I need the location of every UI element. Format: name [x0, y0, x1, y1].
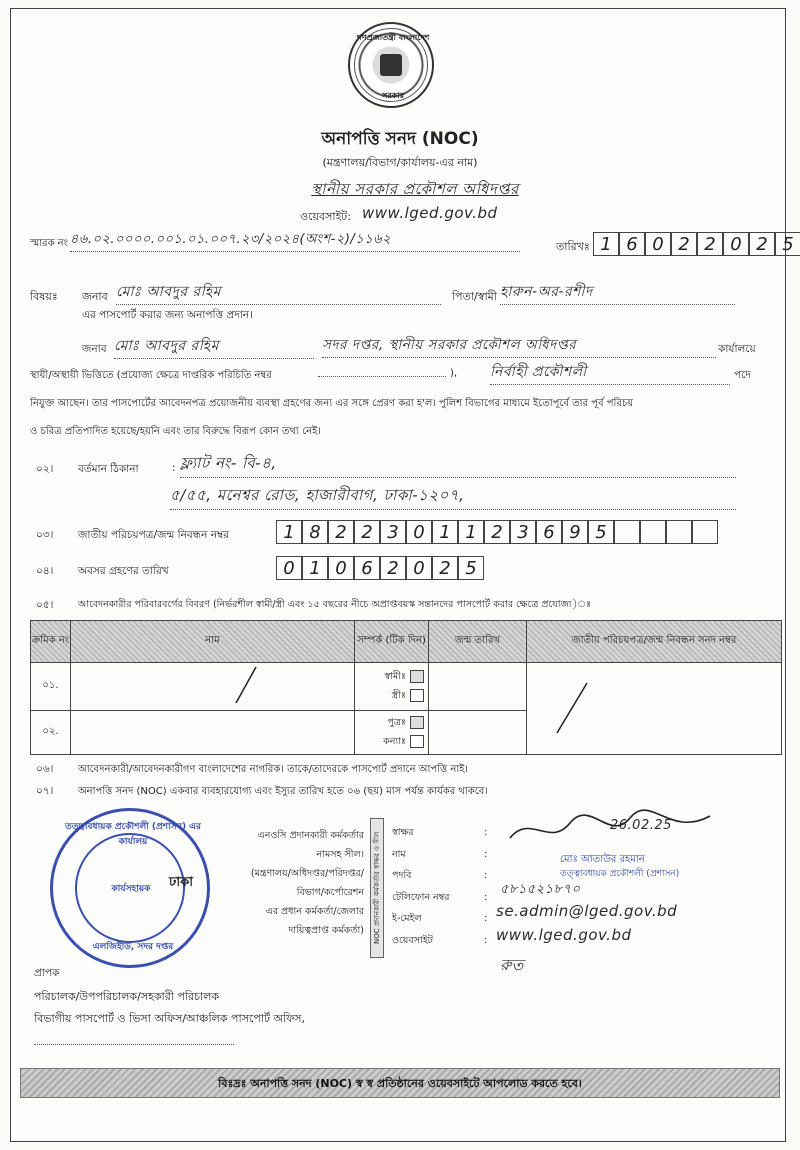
nid-digit: 5 [588, 520, 614, 544]
stamp-inner-text: কার্যসহায়ক [111, 884, 151, 894]
retire-digit: 2 [432, 556, 458, 580]
row-name-cell [71, 711, 355, 755]
nid-digit: 6 [536, 520, 562, 544]
memo-number: ৪৬.০২.০০০০.০০১.০১.০০৭.২৩/২০২৪(অংশ-২)/১১৬২ [70, 230, 520, 252]
memo-label: স্মারক নং [30, 238, 68, 249]
pade-label: পদে [734, 369, 751, 381]
col-dob: জন্ম তারিখ [429, 621, 527, 663]
row-nid-cell [527, 663, 782, 755]
body-name: মোঃ আবদুর রহিম [114, 334, 314, 359]
nid-label: জাতীয় পরিচয়পত্র/জন্ম নিবন্ধন নম্বর [78, 529, 229, 541]
seal-bottom-text: সরকার [381, 91, 404, 100]
item-07-number: ০৭। [36, 785, 54, 797]
karyalaye-label: কার্যালয়ে [718, 343, 756, 355]
recipient-line-1: পরিচালক/উপপরিচালক/সহকারী পরিচালক [34, 990, 220, 1003]
nid-digit: 1 [276, 520, 302, 544]
family-table-header [31, 621, 782, 663]
recipient-blank [34, 1044, 234, 1045]
colon: : [484, 848, 488, 860]
mr-label: জনাব [82, 290, 108, 303]
strike-mark [71, 663, 354, 707]
initial-mark: রুত [500, 956, 524, 974]
stamp-middle-text: ঢাকা [169, 875, 193, 890]
body-line2-a: স্থায়ী/অস্থায়ী ভিত্তিতে (প্রযোজ্য ক্ষেত্রে দাপ্তরিক পরিচিতি নম্বর [30, 370, 272, 381]
col-name: নাম [71, 621, 355, 663]
retire-digit: 0 [328, 556, 354, 580]
applicant-name: মোঃ আবদুর রহিম [116, 280, 441, 305]
authority-line: দায়িত্বপ্রাপ্ত কর্মকর্তা) [288, 925, 364, 936]
nid-digit: 3 [510, 520, 536, 544]
row-dob-cell [429, 711, 527, 755]
authority-block [222, 826, 364, 940]
phone-value: ৫৮১৫২১৮৭০ [500, 882, 581, 897]
item-03-number: ০৩। [36, 529, 54, 541]
nid-digit: 2 [484, 520, 510, 544]
date-digit: 2 [749, 232, 775, 256]
footer-note: বিঃদ্রঃ অনাপত্তি সনদ (NOC) স্ব স্ব প্রতিষ্ঠানের ওয়েবসাইটে আপলোড করতে হবে। [20, 1068, 780, 1098]
row-relation-cell [355, 663, 429, 711]
retire-digit: 1 [302, 556, 328, 580]
nid-digit: 1 [458, 520, 484, 544]
row-serial: ০২. [31, 711, 71, 755]
office-id-blank [318, 376, 446, 377]
relation-checkbox[interactable] [410, 670, 424, 683]
authority-line: এনওসি প্রদানকারী কর্মকর্তার [257, 830, 364, 841]
email-label: ই-মেইল [392, 913, 422, 924]
subject-line2: এর পাসপোর্ট করার জন্য অনাপত্তি প্রদান। [82, 309, 253, 321]
stamp-officer-name: মোঃ আতাউর রহমান [560, 854, 645, 865]
seal-top-text: গণপ্রজাতন্ত্রী বাংলাদেশ [356, 33, 430, 42]
date-digit: 6 [619, 232, 645, 256]
family-table [30, 620, 782, 755]
stamp-officer-designation: তত্ত্বাবধায়ক প্রকৌশলী (প্রশাসন) [560, 869, 680, 879]
date-digit: 2 [671, 232, 697, 256]
table-row [31, 663, 782, 711]
designation-label: পদবি [392, 870, 412, 881]
address-line-1: ফ্ল্যাট নং- বি-৪, [180, 452, 736, 478]
relation-husband-label: স্বামীঃ [384, 670, 406, 682]
phone-label: টেলিফোন নম্বর [392, 891, 450, 903]
row-relation-cell [355, 711, 429, 755]
address-label: বর্তমান ঠিকানা [78, 463, 139, 475]
recipient-line-2: বিভাগীয় পাসপোর্ট ও ভিসা অফিস/আঞ্চলিক পাসপোর্ট অফিস, [34, 1012, 305, 1025]
name-label: নাম [392, 848, 406, 860]
email-value: se.admin@lged.gov.bd [496, 902, 678, 920]
seal-emblem-icon [380, 54, 402, 76]
date-digit: 0 [645, 232, 671, 256]
retire-boxes [276, 556, 484, 580]
nid-digit: 2 [354, 520, 380, 544]
relation-wife-label: স্ত্রীঃ [391, 689, 406, 701]
retire-digit: 2 [380, 556, 406, 580]
date-label: তারিখঃ [556, 240, 590, 253]
nid-digit [614, 520, 640, 544]
col-relation: সম্পর্ক (টিক দিন) [355, 621, 429, 663]
date-digit: 1 [593, 232, 619, 256]
sig-label: স্বাক্ষর [392, 827, 414, 838]
nid-digit: 2 [328, 520, 354, 544]
noc-side-label: NOC প্রদানকারী কর্মকর্তার স্বাক্ষর ও সীল [370, 818, 384, 958]
colon: : [484, 827, 488, 838]
relation-checkbox[interactable] [410, 716, 424, 729]
web-value: www.lged.gov.bd [496, 926, 632, 944]
signature-colons [484, 822, 487, 951]
relation-son-label: পুত্রঃ [387, 716, 406, 728]
subject-label: বিষয়ঃ [30, 290, 58, 303]
nid-digit: 9 [562, 520, 588, 544]
nid-digit: 3 [380, 520, 406, 544]
office-name: স্থানীয় সরকার প্রকৌশল অধিদপ্তর [311, 180, 519, 198]
retire-digit: 6 [354, 556, 380, 580]
office-stamp [50, 808, 210, 968]
authority-line: বিভাগ/কর্পোরেশন [296, 887, 364, 898]
col-nid: জাতীয় পরিচয়পত্র/জন্ম নিবন্ধন সনদ নম্বর [527, 621, 782, 663]
nid-digit: 0 [406, 520, 432, 544]
website-label: ওয়েবসাইট: [300, 210, 351, 223]
designation: নির্বাহী প্রকৌশলী [490, 360, 730, 385]
date-digit: 0 [723, 232, 749, 256]
strike-mark [527, 663, 781, 751]
item-06-number: ০৬। [36, 763, 54, 775]
signed-date: 26.02.25 [610, 818, 672, 833]
relation-checkbox[interactable] [410, 735, 424, 748]
address-colon: : [172, 462, 176, 474]
father-label: পিতা/স্বামী [452, 290, 497, 303]
row-serial: ০১. [31, 663, 71, 711]
page-subtitle: (মন্ত্রণালয়/বিভাগ/কার্যালয়-এর নাম) [322, 156, 478, 169]
stamp-top-text: তত্ত্বাবধায়ক প্রকৌশলী (প্রশাসন) এর কার্যালয় [65, 822, 201, 847]
stamp-bottom-text: এলজিইডি, সদর দপ্তর [92, 942, 174, 952]
colon: : [484, 913, 488, 924]
page-title: অনাপত্তি সনদ (NOC) [321, 129, 479, 149]
nid-digit: 1 [432, 520, 458, 544]
body-line2-b: ), [450, 368, 458, 379]
authority-line: এর প্রধান কর্মকর্তা/জেলার [265, 906, 364, 917]
authority-line: (মন্ত্রণালয়/অধিদপ্তর/পরিদপ্তর/ [250, 868, 364, 879]
col-serial: ক্রমিক নং [31, 621, 71, 663]
janab-label: জনাব [82, 343, 107, 355]
retire-digit: 5 [458, 556, 484, 580]
father-name: হারুন-অর-রশীদ [500, 280, 735, 305]
address-line-2: ৫/৫৫, মনেশ্বর রোড, হাজারীবাগ, ঢাকা-১২০৭, [170, 484, 736, 510]
date-digit: 5 [775, 232, 800, 256]
item-07-text: অনাপত্তি সনদ (NOC) একবার ব্যবহারযোগ্য এবং ইস্যুর তারিখ হতে ০৬ (ছয়) মাস পর্যন্ত কার্যকর থাকবে। [78, 786, 488, 797]
colon: : [484, 870, 488, 881]
web-label: ওয়েবসাইট [392, 934, 433, 946]
item-06-text: আবেদনকারী/আবেদনকারীগণ বাংলাদেশের নাগরিক। তাকে/তাদেরকে পাসপোর্ট প্রদানে আপত্তি নাই। [78, 764, 469, 775]
relation-daughter-label: কন্যাঃ [383, 735, 406, 747]
nid-digit [666, 520, 692, 544]
body-paragraph-2: ও চরিত্র প্রতিপাদিত হয়েছে/হয়নি এবং তার বিরুদ্ধে বিরূপ কোন তথ্য নেই। [30, 426, 321, 437]
colon: : [484, 934, 488, 946]
signature-labels [392, 822, 482, 951]
retire-digit: 0 [276, 556, 302, 580]
website-value: www.lged.gov.bd [362, 204, 498, 222]
date-boxes [593, 232, 800, 256]
nid-digit [640, 520, 666, 544]
item-05-number: ০৫। [36, 599, 54, 611]
retire-label: অবসর গ্রহণের তারিখ [78, 565, 169, 577]
retire-digit: 0 [406, 556, 432, 580]
item-02-number: ০২। [36, 463, 54, 475]
row-name-cell [71, 663, 355, 711]
date-digit: 2 [697, 232, 723, 256]
row-dob-cell [429, 663, 527, 711]
family-label: আবেদনকারীর পরিবারবর্গের বিবরণ (নির্ভরশীল স্বামী/স্ত্রী এবং ১৫ বছরের নীচে অপ্রাপ্তবয়স্ক সন্তানদের পাসপোর্ট করার ক্ষেত্রে প্রযোজ্য)ঃ [78, 599, 592, 610]
nid-boxes [276, 520, 718, 544]
government-seal [348, 22, 434, 108]
authority-line: নামসহ সীল। [316, 849, 364, 860]
body-paragraph: নিযুক্ত আছেন। তার পাসপোর্টের আবেদনপত্র প্রয়োজনীয় ব্যবস্থা গ্রহণের জন্য এর সঙ্গে প্রেরণ করা হ'ল। পুলিশ বিভাগের মাধ্যমে ইতোপূর্বে তার পূর্ব পরিচয় [30, 398, 634, 409]
nid-digit [692, 520, 718, 544]
colon: : [484, 891, 488, 903]
item-04-number: ০৪। [36, 565, 54, 577]
body-office: সদর দপ্তর, স্থানীয় সরকার প্রকৌশল অধিদপ্তর [322, 334, 716, 358]
relation-checkbox[interactable] [410, 689, 424, 702]
recipient-label: প্রাপক [34, 967, 60, 979]
nid-digit: 8 [302, 520, 328, 544]
